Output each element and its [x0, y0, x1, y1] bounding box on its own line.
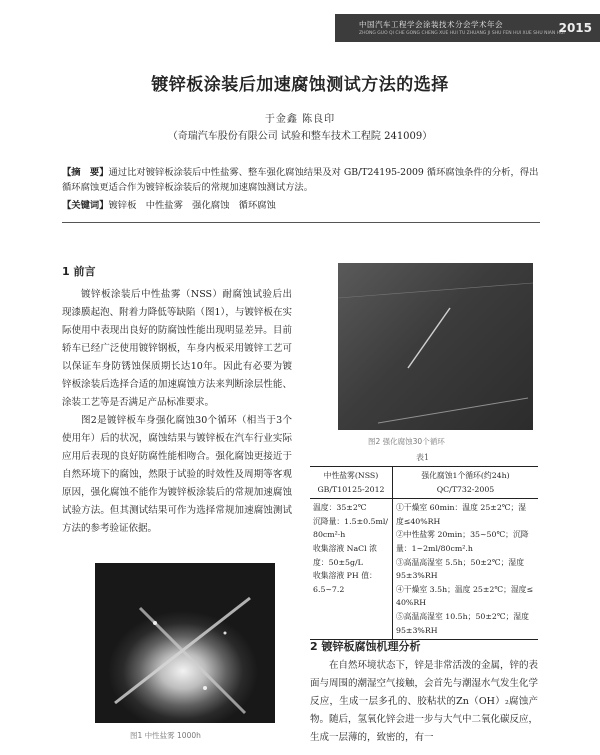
cyclic-line: ①干燥室 60min：温度 25±2℃；湿 [396, 503, 527, 513]
nss-line: 收集溶液 NaCl 浓 [313, 543, 377, 553]
figure-2-photo [338, 263, 533, 430]
header-cyclic-name: 强化腐蚀1个循环(约24h) [421, 471, 510, 480]
cyclic-line: ⑤高温高湿室 10.5h；50±2℃；湿度 [396, 611, 529, 621]
journal-header [335, 14, 600, 42]
section-1-title: 1 前言 [62, 265, 96, 278]
table-header-cyclic [393, 467, 539, 499]
section-1-paragraph-1: 镀锌板涂装后中性盐雾（NSS）耐腐蚀试验后出现漆膜起泡、附着力降低等缺陷（图1），与镀锌板在实际使用中表现出良好的防腐蚀性能出现明显差异。目前轿车已经广泛使用镀锌钢板，车身内板采用镀锌工艺可以保证车身防锈蚀保质期长达10年。因此有必要为镀锌板涂装后选择合适的加速腐蚀方法来判断涂层性能、涂装工艺等是否满足产品标准要求。 [62, 289, 292, 408]
authors: 于金鑫 陈良印 [264, 114, 336, 125]
nss-line: 80cm²·h [313, 530, 346, 540]
table-row [310, 499, 538, 640]
table-header-nss [310, 467, 393, 499]
cyclic-line: 95±3%RH [396, 625, 438, 635]
keywords [62, 198, 540, 213]
cyclic-line: 95±3%RH [396, 571, 438, 581]
cyclic-line: ②中性盐雾 20min；35~50℃；沉降 [396, 530, 529, 540]
journal-name-pinyin: ZHONG GUO QI CHE GONG CHENG XUE HUI TU ZHUANG JI SHU FEN HUI XUE SHU NIAN HUI [359, 31, 565, 36]
table-1 [310, 466, 538, 640]
cyclic-line: 量：1~2ml/80cm².h [396, 543, 473, 553]
nss-line: 沉降量：1.5±0.5ml/ [313, 516, 389, 526]
cyclic-line: ④干燥室 3.5h；温度 25±2℃；湿度≤ [396, 584, 534, 594]
journal-name: 中国汽车工程学会涂装技术分会学术年会 [359, 20, 503, 29]
figure-2-caption: 图2 强化腐蚀30个循环 [368, 437, 445, 446]
section-2-title: 2 镀锌板腐蚀机理分析 [310, 640, 421, 653]
table-1-title: 表1 [416, 453, 430, 462]
table-cell-cyclic-conditions [393, 499, 539, 640]
cyclic-line: 度≤40%RH [396, 516, 441, 526]
keywords-text: 镀锌板 中性盐雾 强化腐蚀 循环腐蚀 [108, 200, 276, 211]
nss-line: 收集溶液 PH 值： [313, 571, 377, 581]
paper-title: 镀锌板涂装后加速腐蚀测试方法的选择 [151, 75, 449, 95]
journal-year: 2015 [558, 21, 592, 35]
abstract-divider [62, 222, 540, 223]
figure-1-photo-texture [95, 563, 275, 723]
nss-line: 6.5~7.2 [313, 584, 345, 594]
cyclic-line: 40%RH [396, 598, 426, 608]
section-2-paragraph-1: 在自然环境状态下，锌是非常活泼的金属，锌的表面与周围的潮湿空气接触，会首先与潮湿水气发生化学反应，生成一层多孔的、胶粘状的Zn（OH）₂腐蚀产物。随后，氢氧化锌会进一步与大气中二氧化碳反应，生成一层薄的，致密的，有一 [310, 660, 539, 743]
figure-1-photo [95, 563, 275, 723]
header-cyclic-standard: QC/T732-2005 [436, 484, 495, 494]
table-cell-nss-conditions [310, 499, 393, 640]
header-nss-name: 中性盐雾(NSS) [323, 471, 379, 480]
abstract-text: 通过比对镀锌板涂装后中性盐雾、整车强化腐蚀结果及对 GB/T24195-2009 循环腐蚀条件的分析，得出循环腐蚀更适合作为镀锌板涂装后的常规加速腐蚀测试方法。 [62, 167, 539, 193]
abstract [62, 165, 540, 195]
cyclic-line: ③高温高湿室 5.5h；50±2℃；湿度 [396, 557, 525, 567]
abstract-label: 【摘 要】 [62, 167, 109, 178]
table-header-row [310, 467, 538, 499]
keywords-label: 【关键词】 [62, 200, 109, 211]
affiliation: （奇瑞汽车股份有限公司 试验和整车技术工程院 241009） [167, 131, 433, 142]
figure-2-photo-texture [338, 263, 533, 430]
nss-line: 温度：35±2℃ [313, 503, 367, 513]
header-nss-standard: GB/T10125-2012 [317, 484, 385, 494]
nss-line: 度：50±5g/L [313, 557, 363, 567]
section-1-paragraph-2: 图2是镀锌板车身强化腐蚀30个循环（相当于3个使用年）后的状况，腐蚀结果与镀锌板在汽车行业实际应用后表现的良好防腐性能相吻合。强化腐蚀更接近于自然环境下的腐蚀，然限于试验的时效性及周期等客观原因，强化腐蚀不能作为镀锌板涂装后的常规加速腐蚀试验方法。但其测试结果可作为选择常规加速腐蚀测试方法的参考验证依据。 [62, 415, 292, 534]
figure-1-caption: 图1 中性盐雾 1000h [130, 731, 201, 740]
